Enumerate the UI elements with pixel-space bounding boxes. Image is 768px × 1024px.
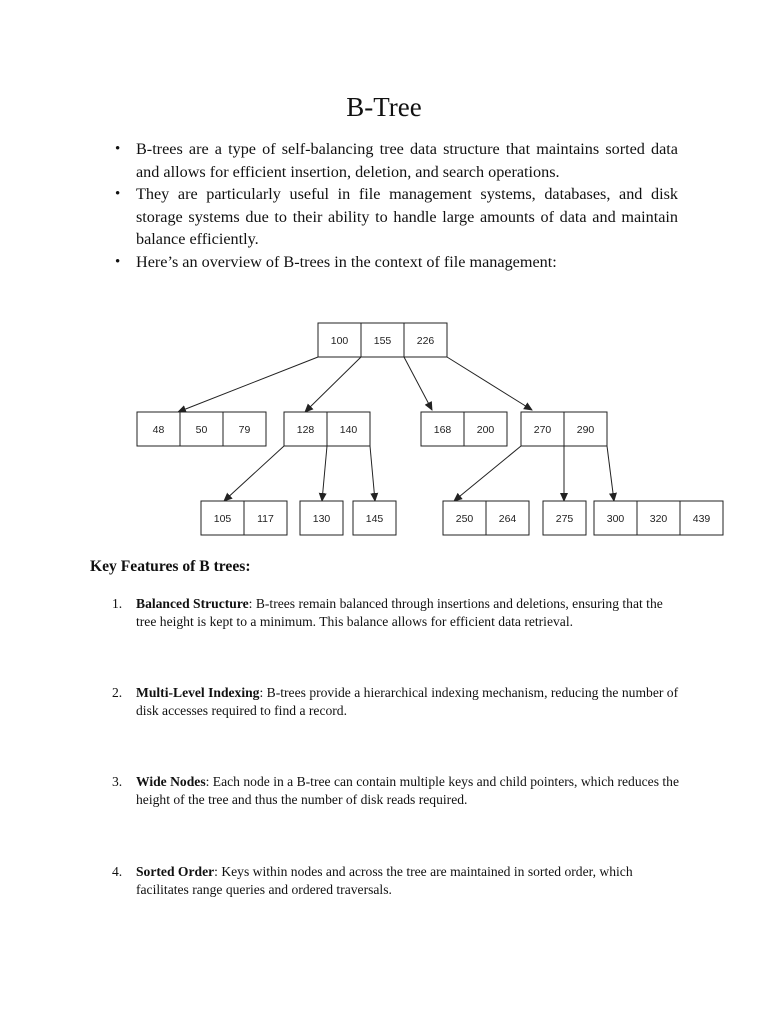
intro-bullet-text: They are particularly useful in file management systems, databases, and disk storage systems due to their ability to handle large amounts of data and maintain balance efficiently.: [136, 185, 678, 248]
tree-pointer-arrow: [178, 357, 318, 412]
tree-pointer-arrow: [454, 446, 521, 501]
feature-item-sorted-order: [112, 863, 682, 899]
key-features-heading: Key Features of B trees:: [90, 558, 251, 575]
tree-pointer-arrow: [322, 446, 327, 501]
feature-title: Sorted Order: [136, 864, 215, 879]
feature-number: 2.: [112, 685, 123, 700]
tree-key-label: 48: [152, 424, 165, 436]
tree-key-label: 79: [238, 424, 251, 436]
feature-title: Multi-Level Indexing: [136, 685, 260, 700]
tree-key-label: 290: [576, 424, 595, 436]
tree-key-label: 155: [373, 335, 392, 347]
intro-bullet-1: [112, 138, 678, 183]
bullet-icon: •: [115, 253, 121, 270]
tree-key-label: 270: [533, 424, 552, 436]
tree-key-label: 117: [257, 513, 274, 525]
tree-leaf-node-4: [443, 501, 529, 535]
tree-key-label: 168: [433, 424, 452, 436]
tree-level2-node-2: [284, 412, 370, 446]
tree-pointer-arrow: [305, 357, 361, 412]
tree-leaf-node-2: [300, 501, 343, 535]
feature-number: 4.: [112, 864, 123, 879]
tree-key-label: 439: [692, 513, 711, 525]
tree-key-label: 105: [213, 513, 232, 525]
tree-key-label: 128: [296, 424, 315, 436]
tree-key-label: 100: [330, 335, 349, 347]
tree-key-label: 300: [606, 513, 625, 525]
feature-item-multi-level-indexing: [112, 684, 682, 720]
feature-text: : B-trees remain balanced through insertions and deletions, ensuring that the tree height is kept to a minimum. This balance allows for efficient data retrieval.: [136, 596, 663, 629]
tree-root-node: [318, 323, 447, 357]
tree-key-label: 130: [312, 513, 331, 525]
tree-key-label: 226: [416, 335, 435, 347]
page-title: B-Tree: [346, 92, 422, 122]
tree-pointer-arrow: [447, 357, 532, 410]
bullet-icon: •: [115, 186, 121, 202]
tree-pointer-arrow: [607, 446, 614, 501]
tree-key-label: 145: [365, 513, 384, 525]
intro-bullet-text: Here’s an overview of B-trees in the context of file management:: [136, 252, 557, 271]
tree-key-label: 140: [339, 424, 358, 436]
tree-level2-node-3: [421, 412, 507, 446]
feature-text: : B-trees provide a hierarchical indexing mechanism, reducing the number of disk accesses required to find a record.: [136, 685, 679, 718]
tree-key-label: 50: [195, 424, 208, 436]
b-tree-diagram: [0, 310, 768, 545]
intro-bullet-3: [112, 251, 678, 274]
intro-bullet-list: [112, 138, 678, 273]
tree-leaf-node-1: [201, 501, 287, 535]
intro-bullet-2: [112, 183, 678, 251]
feature-item-wide-nodes: [112, 773, 682, 809]
tree-key-label: 200: [476, 424, 495, 436]
feature-number: 1.: [112, 596, 123, 611]
tree-key-label: 275: [555, 513, 574, 525]
tree-pointer-arrow: [224, 446, 284, 501]
tree-key-label: 320: [649, 513, 668, 525]
bullet-icon: •: [115, 141, 121, 157]
tree-leaf-node-3: [353, 501, 396, 535]
tree-key-label: 264: [498, 513, 517, 525]
tree-key-label: 250: [455, 513, 474, 525]
tree-level2-node-4: [521, 412, 607, 446]
intro-bullet-text: B-trees are a type of self-balancing tree data structure that maintains sorted data and allows for efficient insertion, deletion, and search operations.: [136, 140, 678, 181]
tree-leaf-node-5: [543, 501, 586, 535]
feature-item-balanced-structure: [112, 595, 682, 631]
feature-text: : Each node in a B-tree can contain multiple keys and child pointers, which reduces the height of the tree and thus the number of disk reads required.: [136, 774, 679, 807]
tree-pointer-arrow: [370, 446, 375, 501]
tree-leaf-node-6: [594, 501, 723, 535]
feature-number: 3.: [112, 774, 123, 789]
tree-level2-node-1: [137, 412, 266, 446]
feature-title: Balanced Structure: [136, 596, 249, 611]
tree-pointer-arrow: [404, 357, 432, 410]
feature-text: : Keys within nodes and across the tree are maintained in sorted order, which facilitates range queries and ordered traversals.: [136, 864, 633, 897]
feature-title: Wide Nodes: [136, 774, 206, 789]
